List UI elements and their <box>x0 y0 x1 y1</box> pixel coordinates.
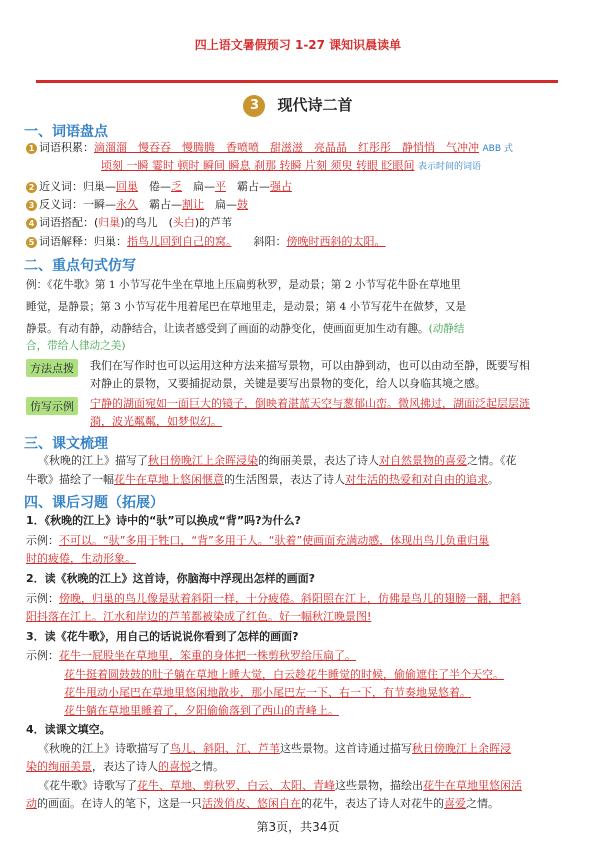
fill-line-3: 《花牛歌》诗歌写了花牛、草地、剪秋罗、白云、太阳、青峰这些景物，描绘出花牛在草地里悠闲活 <box>38 779 522 792</box>
example-line-2: 睡觉，是静景；第 3 小节写花牛甩着尾巴在草地里走，是动景；第 4 小节写花牛在做梦，又是 <box>26 301 467 313</box>
number-1-icon: 1 <box>26 143 37 154</box>
answer-3-line-4: 花牛躺在草地里睡着了，夕阳偷偷落到了西山的青峰上。 <box>64 704 339 717</box>
collocation-line: 4 词语搭配：(归巢)的鸟儿 (头白)的芦苇 <box>26 215 574 231</box>
number-4-icon: 4 <box>26 218 37 229</box>
fill-line-4: 动的画面。在诗人的笔下，这是一只活泼俏皮、悠闲自在的花牛，表达了诗人对花牛的喜爱之情。 <box>26 797 499 810</box>
summary-line-2: 牛歌》描绘了一幅花牛在草地上悠闲惬意的生活图景，表达了诗人对生活的热爱和对自由的追求。 <box>26 473 499 486</box>
question-2: 2．读《秋晚的江上》这首诗，你脑海中浮现出怎样的画面? <box>26 572 316 585</box>
abb-words: 滴溜溜 慢吞吞 慢腾腾 香喷喷 甜滋滋 亮晶晶 红彤彤 静悄悄 气冲冲 <box>94 141 479 154</box>
section-4-heading: 四、课后习题（拓展） <box>24 495 164 511</box>
vocab-line-1: 1 词语积累：滴溜溜 慢吞吞 慢腾腾 香喷喷 甜滋滋 亮晶晶 红彤彤 静悄悄 气冲冲 ABB 式 <box>26 140 574 157</box>
model-line-1: 宁静的湖面宛如一面巨大的镜子，倒映着湛蓝天空与葱郁山峦。微风拂过，湖面泛起层层涟 <box>90 397 530 410</box>
answer-3-line-2: 花牛挺着圆鼓鼓的肚子躺在草地上睡大觉，白云趁花牛睡觉的时候，偷偷遮住了半个天空。 <box>64 668 504 681</box>
example-line-4: 合，带给人律动之美) <box>26 340 126 352</box>
example-line-1: 例：《花牛歌》第 1 小节写花牛坐在草地上压扁剪秋罗，是动景；第 2 小节写花牛卧在草地里 <box>26 279 461 291</box>
title-underline <box>36 80 558 83</box>
section-2-heading: 二、重点句式仿写 <box>24 258 136 274</box>
section-1-heading: 一、词语盘点 <box>24 124 108 140</box>
answer-2-line-2: 阳抖落在江上。江水和岸边的芦苇都被染成了红色。好一幅秋江晚景图! <box>26 610 372 623</box>
page-title: 四上语文暑假预习 1-27 课知识晨读单 <box>194 38 402 52</box>
tip-line-1: 我们在写作时也可以运用这种方法来描写景物，可以由静到动，也可以由动至静，既要写相 <box>90 359 530 372</box>
model-example-tag: 仿写示例 <box>26 397 78 415</box>
lesson-header <box>0 94 596 117</box>
section-3-heading: 三、课文梳理 <box>24 436 108 452</box>
number-2-icon: 2 <box>26 182 37 193</box>
answer-1-line-2: 时的疲倦，生动形象。 <box>26 552 136 565</box>
answer-1-line-1: 示例：不可以。“驮”多用于牲口，“背”多用于人。“驮着”使画面充满动感，体现出鸟儿负重归巢 <box>26 534 490 547</box>
question-1: 1．《秋晚的江上》诗中的“驮”可以换成“背”吗?为什么? <box>26 514 301 527</box>
answer-2-line-1: 示例：傍晚，归巢的鸟儿像是驮着斜阳一样，十分疲倦。斜阳照在江上，仿佛是鸟儿的翅膀一翻，把斜 <box>26 592 521 605</box>
question-4: 4．读课文填空。 <box>26 723 111 736</box>
time-words: 顷刻 一瞬 霎时 顿时 瞬间 瞬息 刹那 转瞬 片刻 须臾 转眼 眨眼间 <box>101 159 415 172</box>
example-line-3: 静景。有动有静，动静结合，让读者感受到了画面的动静变化，使画面更加生动有趣。(动静结 <box>26 323 465 335</box>
model-line-2: 漪，波光粼粼，如梦似幻。 <box>90 415 222 428</box>
method-tip-tag: 方法点拨 <box>26 359 78 377</box>
summary-line-1: 《秋晚的江上》描写了秋日傍晚江上余晖浸染的绚丽美景，表达了诗人对自然景物的喜爱之情。《花 <box>38 454 517 467</box>
antonyms-line: 3 反义词：一瞬—永久 霸占—割让 扁—鼓 <box>26 197 574 213</box>
answer-3-line-3: 花牛甩动小尾巴在草地里悠闲地散步，那小尾巴左一下、右一下，有节奏地晃悠着。 <box>64 686 471 699</box>
fill-line-1: 《秋晚的江上》诗歌描写了鸟儿、斜阳、江、芦苇这些景物。这首诗通过描写秋日傍晚江上余晖浸 <box>38 742 511 755</box>
tip-line-2: 对静止的景物，又要捕捉动景，关键是要写出景物的变化，给人以身临其境之感。 <box>90 377 486 390</box>
answer-3-line-1: 示例：花牛一屁股坐在草地里，笨重的身体把一株剪秋罗给压扁了。 <box>26 649 356 662</box>
question-3: 3．读《花牛歌》，用自己的话说说你看到了怎样的画面? <box>26 630 299 643</box>
vocab-line-2 <box>101 158 574 175</box>
lesson-number-badge: 3 <box>243 95 265 117</box>
synonyms-line: 2 近义词：归巢—回巢 倦—乏 扁—平 霸占—强占 <box>26 179 574 195</box>
number-3-icon: 3 <box>26 200 37 211</box>
explanation-line: 5 词语解释：归巢：指鸟儿回到自己的窝。 斜阳：傍晚时西斜的太阳。 <box>26 234 574 250</box>
lesson-name: 现代诗二首 <box>277 96 353 114</box>
fill-line-2: 染的绚丽美景，表达了诗人的喜悦之情。 <box>26 760 224 773</box>
page-footer: 第3页，共34页 <box>256 820 340 834</box>
abb-note: ABB 式 <box>482 144 513 154</box>
time-note: 表示时间的词语 <box>417 162 481 172</box>
number-5-icon: 5 <box>26 237 37 248</box>
